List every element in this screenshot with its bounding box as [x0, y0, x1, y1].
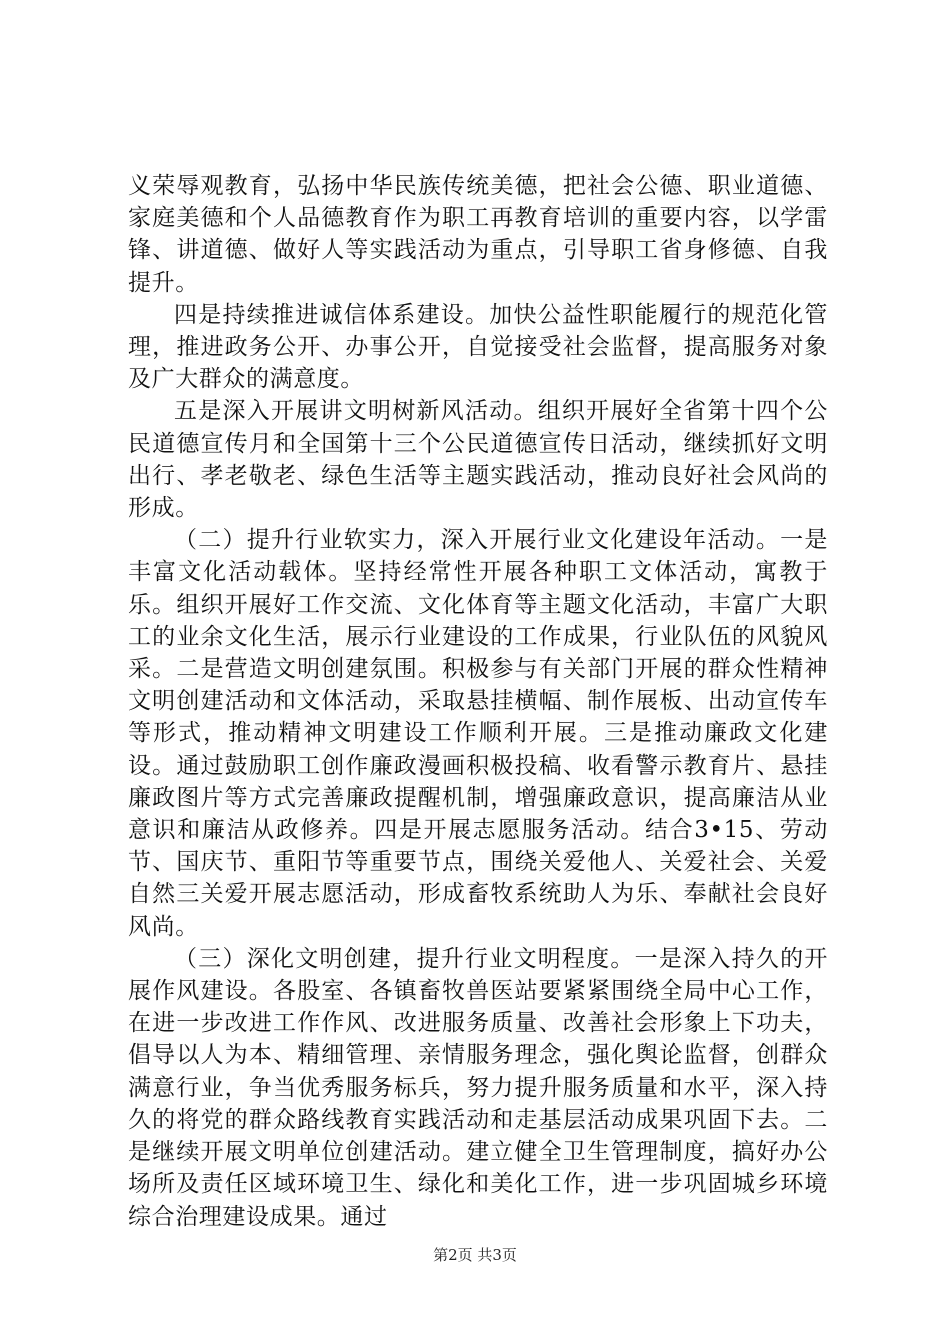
- page-number-footer: 第2页 共3页: [433, 1246, 517, 1264]
- paragraph-4: （二）提升行业软实力，深入开展行业文化建设年活动。一是丰富文化活动载体。坚持经常性开展各种职工文体活动，寓教于乐。组织开展好工作交流、文化体育等主题文化活动，丰富广大职工的业余文化生活，展示行业建设的工作成果，行业队伍的风貌风采。二是营造文明创建氛围。积极参与有关部门开展的群众性精神文明创建活动和文体活动，采取悬挂横幅、制作展板、出动宣传车等形式，推动精神文明建设工作顺利开展。三是推动廉政文化建设。通过鼓励职工创作廉政漫画积极投稿、收看警示教育片、悬挂廉政图片等方式完善廉政提醒机制，增强廉政意识，提高廉洁从业意识和廉洁从政修养。四是开展志愿服务活动。结合3•15、劳动节、国庆节、重阳节等重要节点，围绕关爱他人、关爱社会、关爱自然三关爱开展志愿活动，形成畜牧系统助人为乐、奉献社会良好风尚。: [128, 527, 828, 940]
- paragraph-1: 义荣辱观教育，弘扬中华民族传统美德，把社会公德、职业道德、家庭美德和个人品德教育作为职工再教育培训的重要内容，以学雷锋、讲道德、做好人等实践活动为重点，引导职工省身修德、自我提升。: [128, 173, 828, 296]
- paragraph-2: 四是持续推进诚信体系建设。加快公益性职能履行的规范化管理，推进政务公开、办事公开，自觉接受社会监督，提高服务对象及广大群众的满意度。: [128, 301, 828, 393]
- document-body: [128, 170, 828, 1233]
- paragraph-3: 五是深入开展讲文明树新风活动。组织开展好全省第十四个公民道德宣传月和全国第十三个公民道德宣传日活动，继续抓好文明出行、孝老敬老、绿色生活等主题实践活动，推动良好社会风尚的形成。: [128, 398, 828, 522]
- paragraph-5: （三）深化文明创建，提升行业文明程度。一是深入持久的开展作风建设。各股室、各镇畜牧兽医站要紧紧围绕全局中心工作，在进一步改进工作作风、改进服务质量、改善社会形象上下功夫，倡导以人为本、精细管理、亲情服务理念，强化舆论监督，创群众满意行业，争当优秀服务标兵，努力提升服务质量和水平，深入持久的将党的群众路线教育实践活动和走基层活动成果巩固下去。二是继续开展文明单位创建活动。建立健全卫生管理制度，搞好办公场所及责任区域环境卫生、绿化和美化工作，进一步巩固城乡环境综合治理建设成果。通过: [128, 945, 828, 1230]
